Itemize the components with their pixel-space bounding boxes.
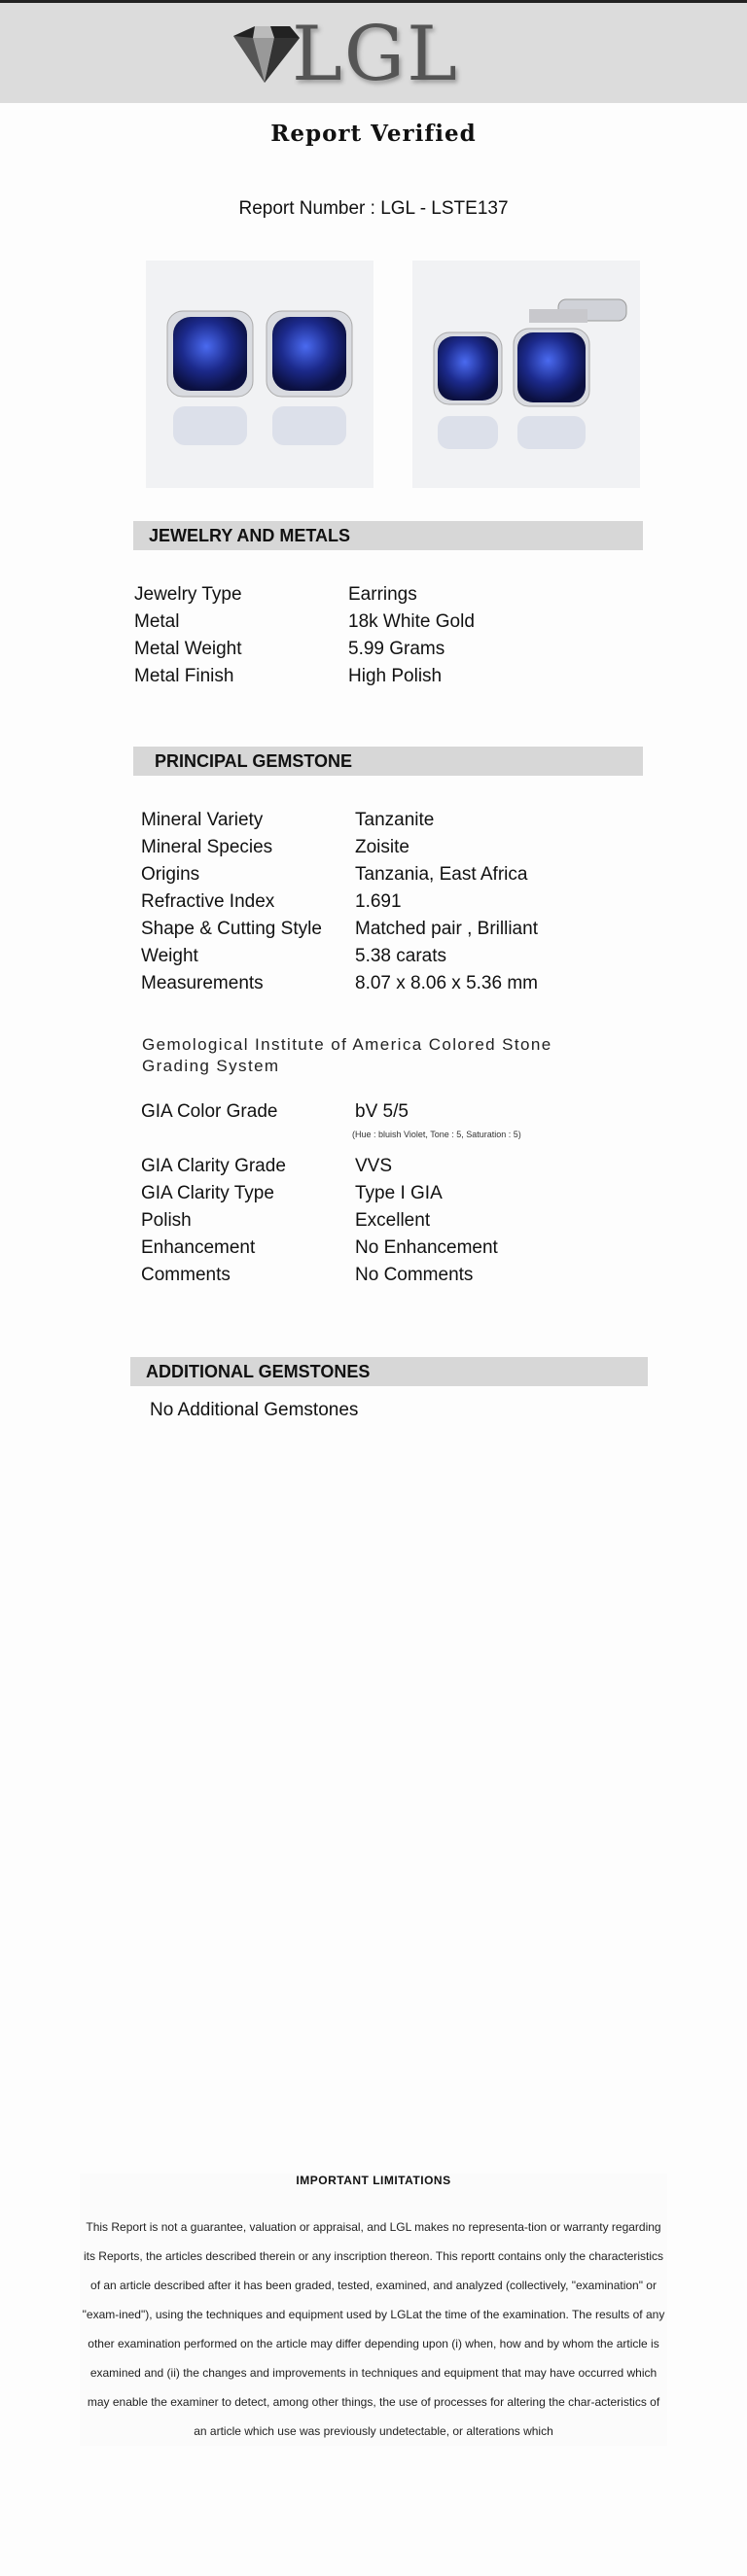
detail-value: Zoisite	[355, 837, 409, 857]
detail-label: GIA Color Grade	[141, 1101, 278, 1122]
detail-label: Mineral Species	[141, 837, 273, 857]
header-bar	[0, 0, 747, 103]
earrings-front-photo	[146, 261, 374, 488]
detail-value: 5.38 carats	[355, 946, 446, 966]
lgl-logo	[226, 11, 459, 98]
detail-row	[134, 663, 475, 690]
detail-value: No Enhancement	[355, 1237, 498, 1258]
gemstone-details	[141, 807, 538, 997]
detail-value: 8.07 x 8.06 x 5.36 mm	[355, 973, 538, 993]
detail-row	[141, 1098, 409, 1126]
diamond-icon	[226, 24, 302, 85]
detail-label: Comments	[141, 1265, 231, 1285]
detail-label: Measurements	[141, 973, 264, 993]
gia-grading-system: Gemological Institute of America Colored Stone Grading System	[142, 1035, 552, 1075]
detail-row	[141, 834, 538, 861]
clarity-details	[141, 1153, 498, 1289]
detail-label: Shape & Cutting Style	[141, 919, 322, 939]
report-number: Report Number : LGL - LSTE137	[238, 198, 509, 219]
detail-value: Tanzanite	[355, 810, 435, 830]
jewelry-details	[134, 581, 475, 690]
section-additional-gemstones: ADDITIONAL GEMSTONES	[130, 1357, 648, 1386]
detail-row	[141, 861, 538, 888]
earrings-side-photo	[412, 261, 640, 488]
detail-row	[134, 581, 475, 609]
detail-value: Type I GIA	[355, 1183, 443, 1203]
section-jewelry-metals: JEWELRY AND METALS	[133, 521, 643, 550]
additional-gemstones-text: No Additional Gemstones	[150, 1400, 359, 1420]
detail-row	[134, 636, 475, 663]
detail-row	[141, 888, 538, 916]
detail-label: GIA Clarity Type	[141, 1183, 274, 1203]
detail-label: Origins	[141, 864, 200, 885]
detail-label: Metal Finish	[134, 666, 234, 686]
detail-row	[141, 807, 538, 834]
detail-value: 18k White Gold	[348, 611, 475, 632]
detail-value: Earrings	[348, 584, 417, 605]
detail-value: Tanzania, East Africa	[355, 864, 528, 885]
detail-row	[141, 1235, 498, 1262]
detail-label: Polish	[141, 1210, 192, 1231]
detail-label: Mineral Variety	[141, 810, 264, 830]
detail-row	[141, 916, 538, 943]
detail-label: Weight	[141, 946, 198, 966]
detail-label: Metal	[134, 611, 180, 632]
detail-label: Metal Weight	[134, 639, 242, 659]
detail-row	[141, 1207, 498, 1235]
color-grade	[141, 1098, 409, 1126]
detail-value: Excellent	[355, 1210, 431, 1231]
detail-label: Jewelry Type	[134, 584, 242, 605]
detail-row	[141, 1153, 498, 1180]
section-principal-gemstone: PRINCIPAL GEMSTONE	[133, 747, 643, 776]
detail-label: GIA Clarity Grade	[141, 1156, 286, 1176]
detail-row	[141, 943, 538, 970]
important-limitations	[80, 2174, 667, 2446]
detail-value: No Comments	[355, 1265, 474, 1285]
detail-row	[141, 1262, 498, 1289]
detail-value: 5.99 Grams	[348, 639, 445, 659]
limitations-text: This Report is not a guarantee, valuation or appraisal, and LGL makes no representa-tion or warranty regarding its Reports, the articles described therein or any inscription thereon. This reportt contains only the characteristics of an article described after it has been graded, tested, examined, and analyzed (collectively, "examination" or "exam-ined"), using the techniques and equipment used by LGLat the time of the examination. The results of any other examination performed on the article may differ depending upon (i) when, how and by whom the article is examined and (ii) the changes and improvements in techniques and equipment that may have occurred which may enable the examiner to detect, among other things, the use of processes for altering the char-acteristics of an article which use was previously undetectable, or alterations which	[82, 2220, 665, 2438]
detail-value: VVS	[355, 1156, 393, 1176]
detail-row	[141, 1180, 498, 1207]
detail-value: bV 5/5	[355, 1101, 409, 1122]
detail-label: Enhancement	[141, 1237, 256, 1258]
page-title: Report Verified	[270, 121, 477, 147]
detail-label: Refractive Index	[141, 891, 275, 912]
logo-text: LGL	[292, 11, 459, 98]
detail-value: Matched pair , Brilliant	[355, 919, 538, 939]
limitations-heading: IMPORTANT LIMITATIONS	[296, 2174, 451, 2187]
detail-value: High Polish	[348, 666, 443, 686]
detail-row	[134, 609, 475, 636]
detail-value: 1.691	[355, 891, 402, 912]
detail-row	[141, 970, 538, 997]
color-grade-note: (Hue : bluish Violet, Tone : 5, Saturation : 5)	[352, 1130, 521, 1139]
